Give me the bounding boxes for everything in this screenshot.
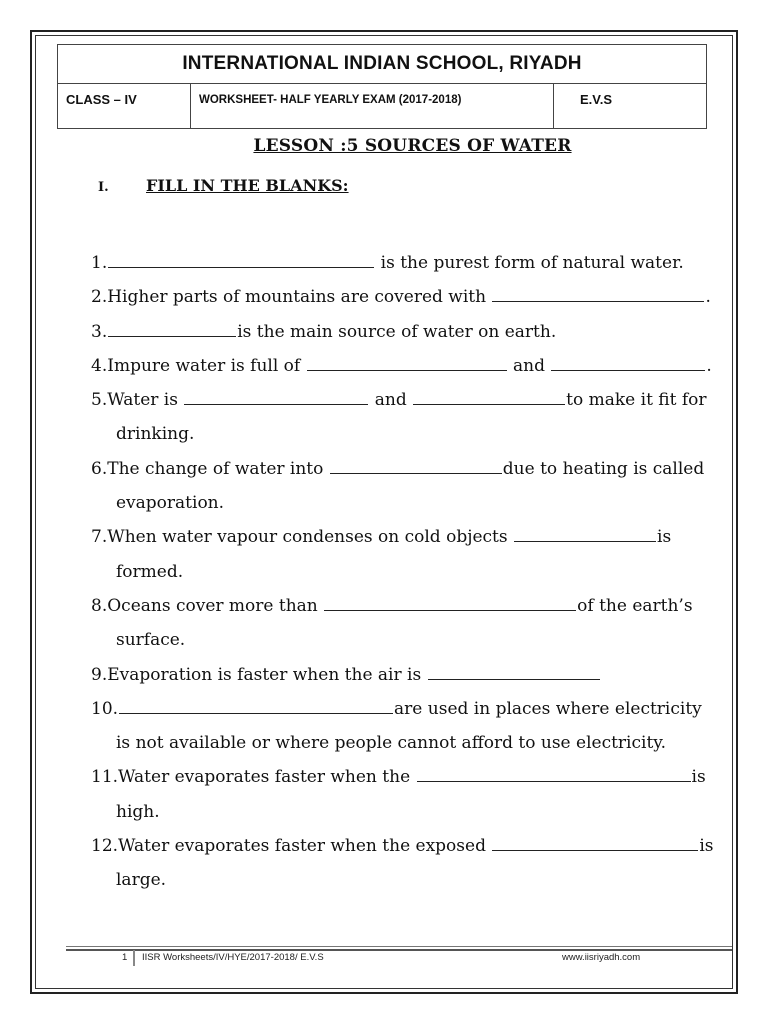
question-8 bbox=[91, 592, 731, 626]
question-text: Water evaporates faster when the exposed bbox=[118, 836, 492, 857]
question-7 bbox=[91, 523, 731, 557]
footer-website-link[interactable]: www.iisriyadh.com bbox=[562, 952, 641, 963]
question-10 bbox=[91, 695, 731, 729]
questions-list bbox=[91, 249, 731, 901]
header-table bbox=[57, 44, 707, 129]
question-text: The change of water into bbox=[107, 458, 329, 479]
answer-blank[interactable] bbox=[514, 526, 656, 542]
class-label: CLASS – IV bbox=[58, 84, 191, 129]
answer-blank[interactable] bbox=[184, 389, 368, 405]
question-number: 8. bbox=[91, 595, 108, 616]
question-4 bbox=[91, 352, 731, 386]
question-number: 12. bbox=[91, 836, 119, 857]
question-text: Water evaporates faster when the bbox=[118, 767, 416, 788]
school-name: INTERNATIONAL INDIAN SCHOOL, RIYADH bbox=[58, 45, 707, 84]
question-number: 9. bbox=[91, 664, 108, 685]
answer-blank[interactable] bbox=[119, 698, 393, 714]
question-text: Water is bbox=[107, 390, 184, 411]
footer-rule bbox=[66, 946, 732, 947]
question-5-continued: drinking. bbox=[116, 424, 195, 445]
question-6-continued: evaporation. bbox=[116, 493, 225, 514]
question-12-continued: large. bbox=[116, 870, 167, 891]
page-footer bbox=[120, 952, 660, 968]
answer-blank[interactable] bbox=[551, 355, 705, 371]
question-text: Oceans cover more than bbox=[107, 595, 324, 616]
question-text: to make it fit for bbox=[566, 390, 707, 411]
answer-blank[interactable] bbox=[330, 458, 502, 474]
question-text: is bbox=[691, 767, 706, 788]
section-heading bbox=[98, 176, 349, 195]
question-1 bbox=[91, 249, 731, 283]
answer-blank[interactable] bbox=[492, 286, 704, 302]
question-number: 1. bbox=[91, 253, 108, 273]
question-7-continued: formed. bbox=[116, 561, 184, 582]
question-10-continued: is not available or where people cannot afford to use electricity. bbox=[116, 733, 667, 754]
question-5 bbox=[91, 386, 731, 420]
answer-blank[interactable] bbox=[324, 595, 576, 611]
question-text: . bbox=[706, 355, 712, 376]
footer-divider bbox=[133, 950, 135, 966]
question-text: When water vapour condenses on cold objects bbox=[107, 527, 514, 548]
answer-blank[interactable] bbox=[413, 389, 565, 405]
question-text: of the earth’s bbox=[577, 595, 693, 616]
question-text: are used in places where electricity bbox=[394, 698, 702, 719]
question-text: and bbox=[369, 390, 413, 411]
answer-blank[interactable] bbox=[417, 766, 691, 782]
section-title: FILL IN THE BLANKS: bbox=[146, 176, 349, 195]
subject-label: E.V.S bbox=[554, 84, 707, 129]
question-6 bbox=[91, 455, 731, 489]
lesson-title: LESSON :5 SOURCES OF WATER bbox=[253, 136, 572, 156]
question-number: 5. bbox=[91, 390, 108, 411]
answer-blank[interactable] bbox=[108, 252, 374, 268]
footer-rule bbox=[66, 949, 732, 951]
question-2 bbox=[91, 283, 731, 317]
footer-reference: IISR Worksheets/IV/HYE/2017-2018/ E.V.S bbox=[142, 952, 324, 963]
question-number: 11. bbox=[91, 767, 119, 788]
question-3 bbox=[91, 318, 731, 352]
question-number: 3. bbox=[91, 321, 108, 342]
question-text: due to heating is called bbox=[502, 458, 705, 479]
question-11 bbox=[91, 763, 731, 797]
question-text: is the purest form of natural water. bbox=[375, 253, 684, 273]
section-number: I. bbox=[98, 180, 109, 195]
worksheet-label: WORKSHEET- HALF YEARLY EXAM (2017-2018) bbox=[191, 84, 554, 129]
question-number: 4. bbox=[91, 355, 108, 376]
question-text: is bbox=[657, 527, 672, 548]
question-text: Higher parts of mountains are covered with bbox=[107, 287, 492, 308]
question-12 bbox=[91, 832, 731, 866]
answer-blank[interactable] bbox=[428, 664, 600, 680]
question-text: Evaporation is faster when the air is bbox=[107, 664, 427, 685]
footer-page-number: 1 bbox=[122, 952, 128, 963]
question-8-continued: surface. bbox=[116, 630, 186, 651]
question-number: 10. bbox=[91, 698, 119, 719]
question-number: 6. bbox=[91, 458, 108, 479]
question-text: and bbox=[507, 355, 551, 376]
answer-blank[interactable] bbox=[108, 321, 236, 337]
question-number: 2. bbox=[91, 287, 108, 308]
question-text: Impure water is full of bbox=[107, 355, 306, 376]
answer-blank[interactable] bbox=[492, 835, 698, 851]
question-text: is bbox=[699, 836, 714, 857]
question-number: 7. bbox=[91, 527, 108, 548]
answer-blank[interactable] bbox=[307, 355, 507, 371]
question-11-continued: high. bbox=[116, 801, 160, 822]
question-9 bbox=[91, 661, 731, 695]
question-text: is the main source of water on earth. bbox=[237, 321, 557, 342]
question-text: . bbox=[705, 287, 711, 308]
